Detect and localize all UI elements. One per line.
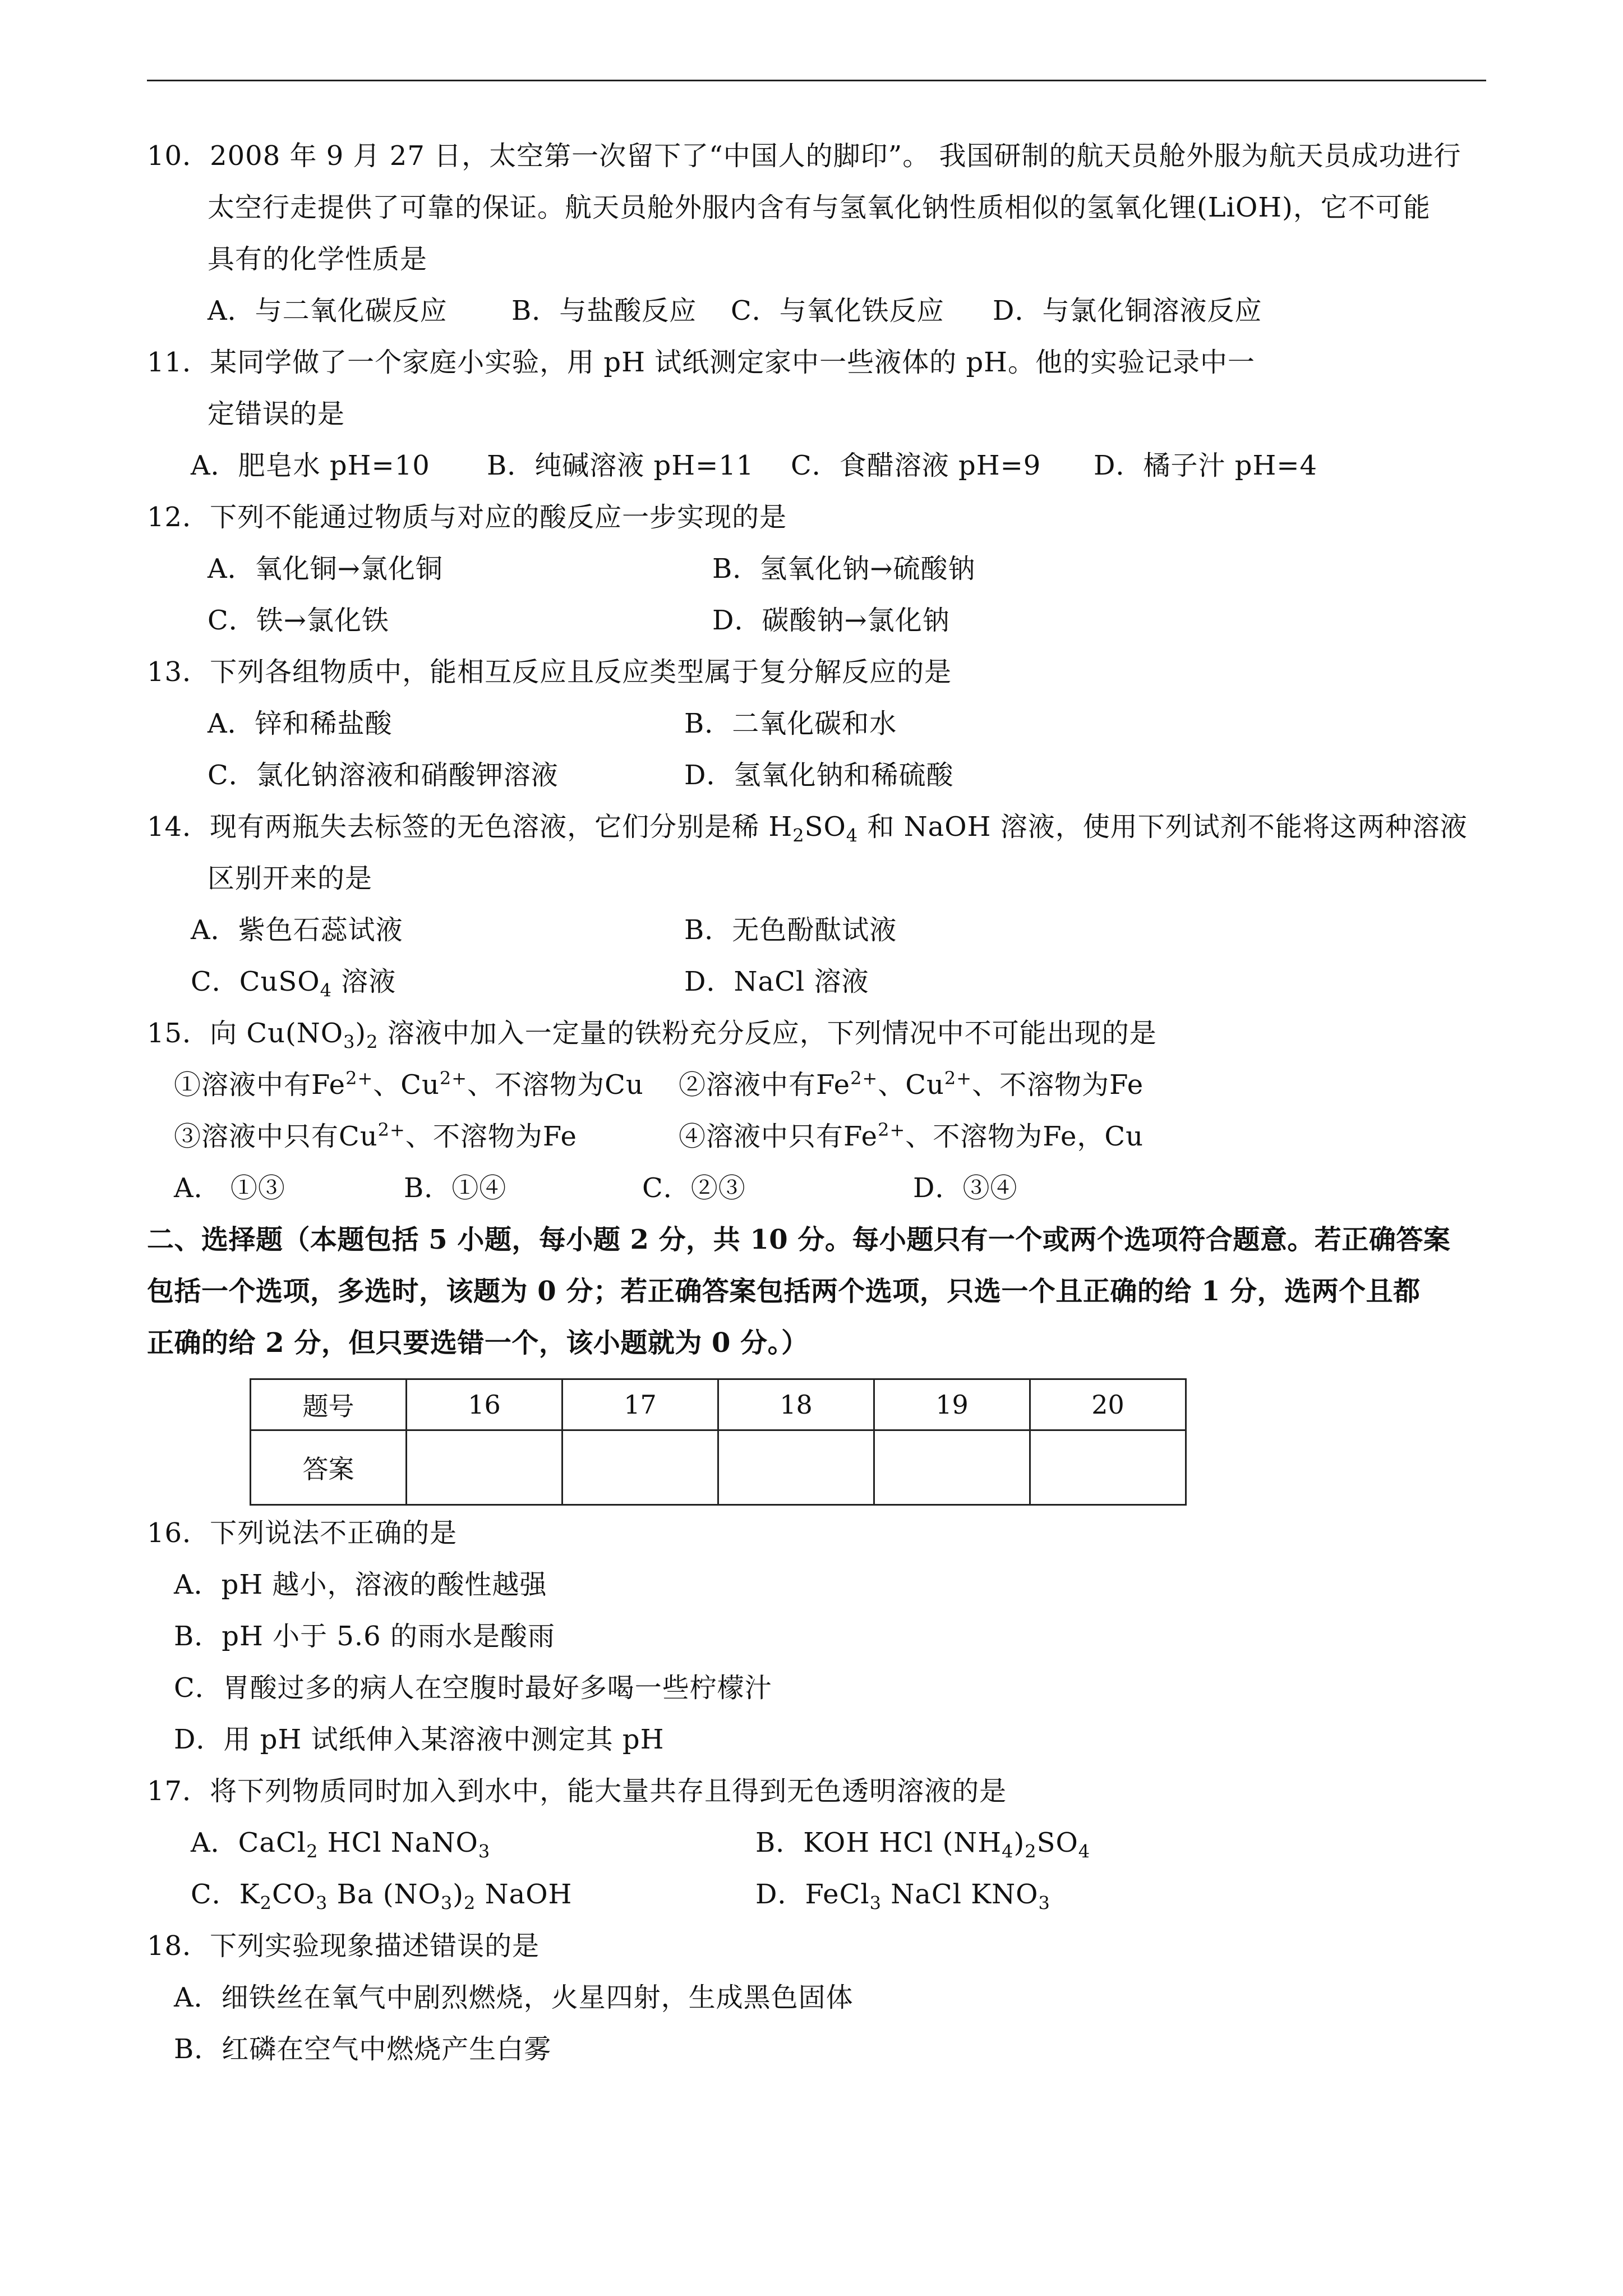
q17-subscript: 3 xyxy=(478,1841,491,1862)
q17-option-b xyxy=(755,1826,1090,1860)
q17-subscript: 2 xyxy=(1025,1841,1037,1862)
q17-option-text: NaOH xyxy=(476,1879,573,1910)
q14-stem-text-a: 14．现有两瓶失去标签的无色溶液，它们分别是稀 H xyxy=(147,811,793,843)
section2-heading-line1: 二、选择题（本题包括 5 小题，每小题 2 分，共 10 分。每小题只有一个或两个选项符合题意。若正确答案 xyxy=(147,1224,1451,1255)
q14-option-c-text: C．CuSO xyxy=(191,966,320,997)
q17-subscript: 4 xyxy=(1002,1841,1014,1862)
q12-option-d: D．碳酸钠→氯化钠 xyxy=(712,605,950,636)
answer-table-label-answer: 答案 xyxy=(251,1430,407,1505)
q13-option-b: B．二氧化碳和水 xyxy=(684,708,897,739)
answer-table-number: 16 xyxy=(407,1379,562,1430)
q10-stem-line1: 10．2008 年 9 月 27 日，太空第一次留下了“中国人的脚印”。 我国研制的航天员舱外服为航天员成功进行 xyxy=(147,140,1461,172)
q15-stem-text: 15．向 Cu(NO xyxy=(147,1018,344,1049)
q15-case-text: ③溶液中只有Cu xyxy=(174,1121,378,1152)
answer-cell[interactable] xyxy=(874,1430,1030,1505)
q17-option-text: Ba (NO xyxy=(328,1879,441,1910)
q14-stem-line1 xyxy=(147,810,1468,844)
answer-cell[interactable] xyxy=(1030,1430,1186,1505)
q17-subscript: 3 xyxy=(316,1892,328,1914)
q12-option-c: C．铁→氯化铁 xyxy=(208,605,389,636)
q18-option-a: A．细铁丝在氧气中剧烈燃烧，火星四射，生成黑色固体 xyxy=(174,1982,854,2013)
q14-option-c-text: 溶液 xyxy=(331,966,396,997)
answer-table-answer-row xyxy=(251,1430,1186,1505)
q12-stem: 12．下列不能通过物质与对应的酸反应一步实现的是 xyxy=(147,501,787,533)
q13-option-a: A．锌和稀盐酸 xyxy=(208,708,393,739)
q13-option-d: D．氢氧化钠和稀硫酸 xyxy=(684,760,954,791)
q11-stem-line1: 11．某同学做了一个家庭小实验，用 pH 试纸测定家中一些液体的 pH。他的实验记录中一 xyxy=(147,347,1256,378)
q16-option-d: D．用 pH 试纸伸入某溶液中测定其 pH xyxy=(174,1724,665,1755)
q12-option-b: B．氢氧化钠→硫酸钠 xyxy=(712,553,976,585)
q17-subscript: 3 xyxy=(869,1892,882,1914)
q15-option-c: C．②③ xyxy=(642,1172,746,1204)
q15-subscript: 2 xyxy=(366,1031,379,1053)
q15-option-d: D．③④ xyxy=(913,1172,1018,1204)
q11-stem-line2: 定错误的是 xyxy=(208,398,345,430)
q11-option-c: C．食醋溶液 pH=9 xyxy=(791,450,1041,481)
q15-superscript: 2+ xyxy=(878,1119,906,1140)
q15-case-4 xyxy=(679,1120,1144,1153)
q15-superscript: 2+ xyxy=(377,1119,405,1140)
q17-option-d xyxy=(755,1878,1050,1914)
q14-subscript: 2 xyxy=(792,825,805,846)
q14-option-a: A．紫色石蕊试液 xyxy=(191,914,403,946)
q17-option-text: SO xyxy=(1036,1827,1078,1858)
q14-stem-text-b: SO xyxy=(804,811,846,843)
answer-cell[interactable] xyxy=(407,1430,562,1505)
q16-option-c: C．胃酸过多的病人在空腹时最好多喝一些柠檬汁 xyxy=(174,1672,772,1704)
q18-stem: 18．下列实验现象描述错误的是 xyxy=(147,1930,540,1962)
q17-option-text: ) xyxy=(1013,1827,1025,1858)
q17-option-text: CO xyxy=(271,1879,316,1910)
q13-stem: 13．下列各组物质中，能相互反应且反应类型属于复分解反应的是 xyxy=(147,656,952,688)
q15-superscript: 2+ xyxy=(850,1068,878,1089)
answer-table xyxy=(250,1378,1187,1506)
answer-table-number: 18 xyxy=(718,1379,874,1430)
q15-case-text: 、不溶物为Fe xyxy=(972,1069,1144,1101)
q15-option-a: A． ①③ xyxy=(174,1172,285,1204)
q16-option-b: B．pH 小于 5.6 的雨水是酸雨 xyxy=(174,1621,555,1652)
q17-option-text: HCl NaNO xyxy=(318,1827,478,1858)
q17-option-text: A．CaCl xyxy=(191,1827,307,1858)
q17-subscript: 4 xyxy=(1078,1841,1091,1862)
q15-case-1 xyxy=(174,1068,644,1102)
answer-table-number: 19 xyxy=(874,1379,1030,1430)
q15-case-3 xyxy=(174,1120,577,1153)
q15-stem-text: 溶液中加入一定量的铁粉充分反应，下列情况中不可能出现的是 xyxy=(378,1018,1157,1049)
q15-option-b: B．①④ xyxy=(404,1172,507,1204)
q15-case-text: 、不溶物为Cu xyxy=(467,1069,644,1101)
q10-option-a: A．与二氧化碳反应 xyxy=(208,295,448,326)
q10-stem-line2: 太空行走提供了可靠的保证。航天员舱外服内含有与氢氧化钠性质相似的氢氧化锂(LiOH)，它不可能 xyxy=(208,192,1431,223)
q17-option-text: B．KOH HCl (NH xyxy=(755,1827,1002,1858)
q17-subscript: 2 xyxy=(260,1892,272,1914)
q17-option-c xyxy=(191,1878,573,1914)
answer-table-header-row xyxy=(251,1379,1186,1430)
q13-option-c: C．氯化钠溶液和硝酸钾溶液 xyxy=(208,760,559,791)
q15-case-2 xyxy=(679,1068,1144,1102)
q16-stem: 16．下列说法不正确的是 xyxy=(147,1517,458,1549)
q18-option-b: B．红磷在空气中燃烧产生白雾 xyxy=(174,2033,552,2065)
q15-superscript: 2+ xyxy=(345,1068,374,1089)
q15-case-text: 、不溶物为Fe，Cu xyxy=(905,1121,1144,1152)
q14-subscript: 4 xyxy=(846,825,859,846)
q15-case-text: 、不溶物为Fe xyxy=(405,1121,577,1152)
q15-case-text: 、Cu xyxy=(373,1069,440,1101)
q15-stem-text: ) xyxy=(355,1018,367,1049)
q14-stem-text-c: 和 NaOH 溶液，使用下列试剂不能将这两种溶液 xyxy=(858,811,1468,843)
q10-option-d: D．与氯化铜溶液反应 xyxy=(993,295,1262,326)
q17-option-text: ) xyxy=(453,1879,464,1910)
q17-option-a xyxy=(191,1826,490,1860)
q15-superscript: 2+ xyxy=(439,1068,468,1089)
q17-option-text: NaCl KNO xyxy=(882,1879,1039,1910)
q11-option-d: D．橘子汁 pH=4 xyxy=(1094,450,1318,481)
answer-cell[interactable] xyxy=(718,1430,874,1505)
header-rule xyxy=(147,80,1486,81)
answer-table-number: 20 xyxy=(1030,1379,1186,1430)
answer-table-label-number: 题号 xyxy=(251,1379,407,1430)
q17-subscript: 3 xyxy=(1038,1892,1050,1914)
q10-stem-line3: 具有的化学性质是 xyxy=(208,243,428,275)
answer-cell[interactable] xyxy=(562,1430,718,1505)
q15-case-text: ①溶液中有Fe xyxy=(174,1069,346,1101)
q14-option-b: B．无色酚酞试液 xyxy=(684,914,897,946)
q11-option-b: B．纯碱溶液 pH=11 xyxy=(487,450,754,481)
q16-option-a: A．pH 越小，溶液的酸性越强 xyxy=(174,1569,547,1600)
q15-case-text: ④溶液中只有Fe xyxy=(679,1121,878,1152)
section2-heading-line2: 包括一个选项，多选时，该题为 0 分；若正确答案包括两个选项，只选一个且正确的给 1 分，选两个且都 xyxy=(147,1276,1421,1307)
q17-subscript: 2 xyxy=(463,1892,476,1914)
q15-subscript: 3 xyxy=(343,1031,356,1053)
q10-option-b: B．与盐酸反应 xyxy=(511,295,697,326)
q15-stem xyxy=(147,1016,1157,1053)
q14-option-c xyxy=(191,965,396,999)
q15-case-text: 、Cu xyxy=(878,1069,944,1101)
q17-subscript: 2 xyxy=(306,1841,319,1862)
q14-stem-line2: 区别开来的是 xyxy=(208,863,373,894)
answer-table-number: 17 xyxy=(562,1379,718,1430)
section2-heading-line3: 正确的给 2 分，但只要选错一个，该小题就为 0 分。） xyxy=(147,1327,809,1359)
q11-option-a: A．肥皂水 pH=10 xyxy=(191,450,430,481)
q15-case-text: ②溶液中有Fe xyxy=(679,1069,851,1101)
q17-option-text: C．K xyxy=(191,1879,260,1910)
q10-option-c: C．与氧化铁反应 xyxy=(731,295,944,326)
q12-option-a: A．氧化铜→氯化铜 xyxy=(208,553,443,585)
q15-superscript: 2+ xyxy=(944,1068,972,1089)
q17-subscript: 3 xyxy=(440,1892,453,1914)
q17-stem: 17．将下列物质同时加入到水中，能大量共存且得到无色透明溶液的是 xyxy=(147,1775,1007,1807)
q14-option-d: D．NaCl 溶液 xyxy=(684,966,869,997)
q14-subscript: 4 xyxy=(320,979,332,1001)
q17-option-text: D．FeCl xyxy=(755,1879,870,1910)
